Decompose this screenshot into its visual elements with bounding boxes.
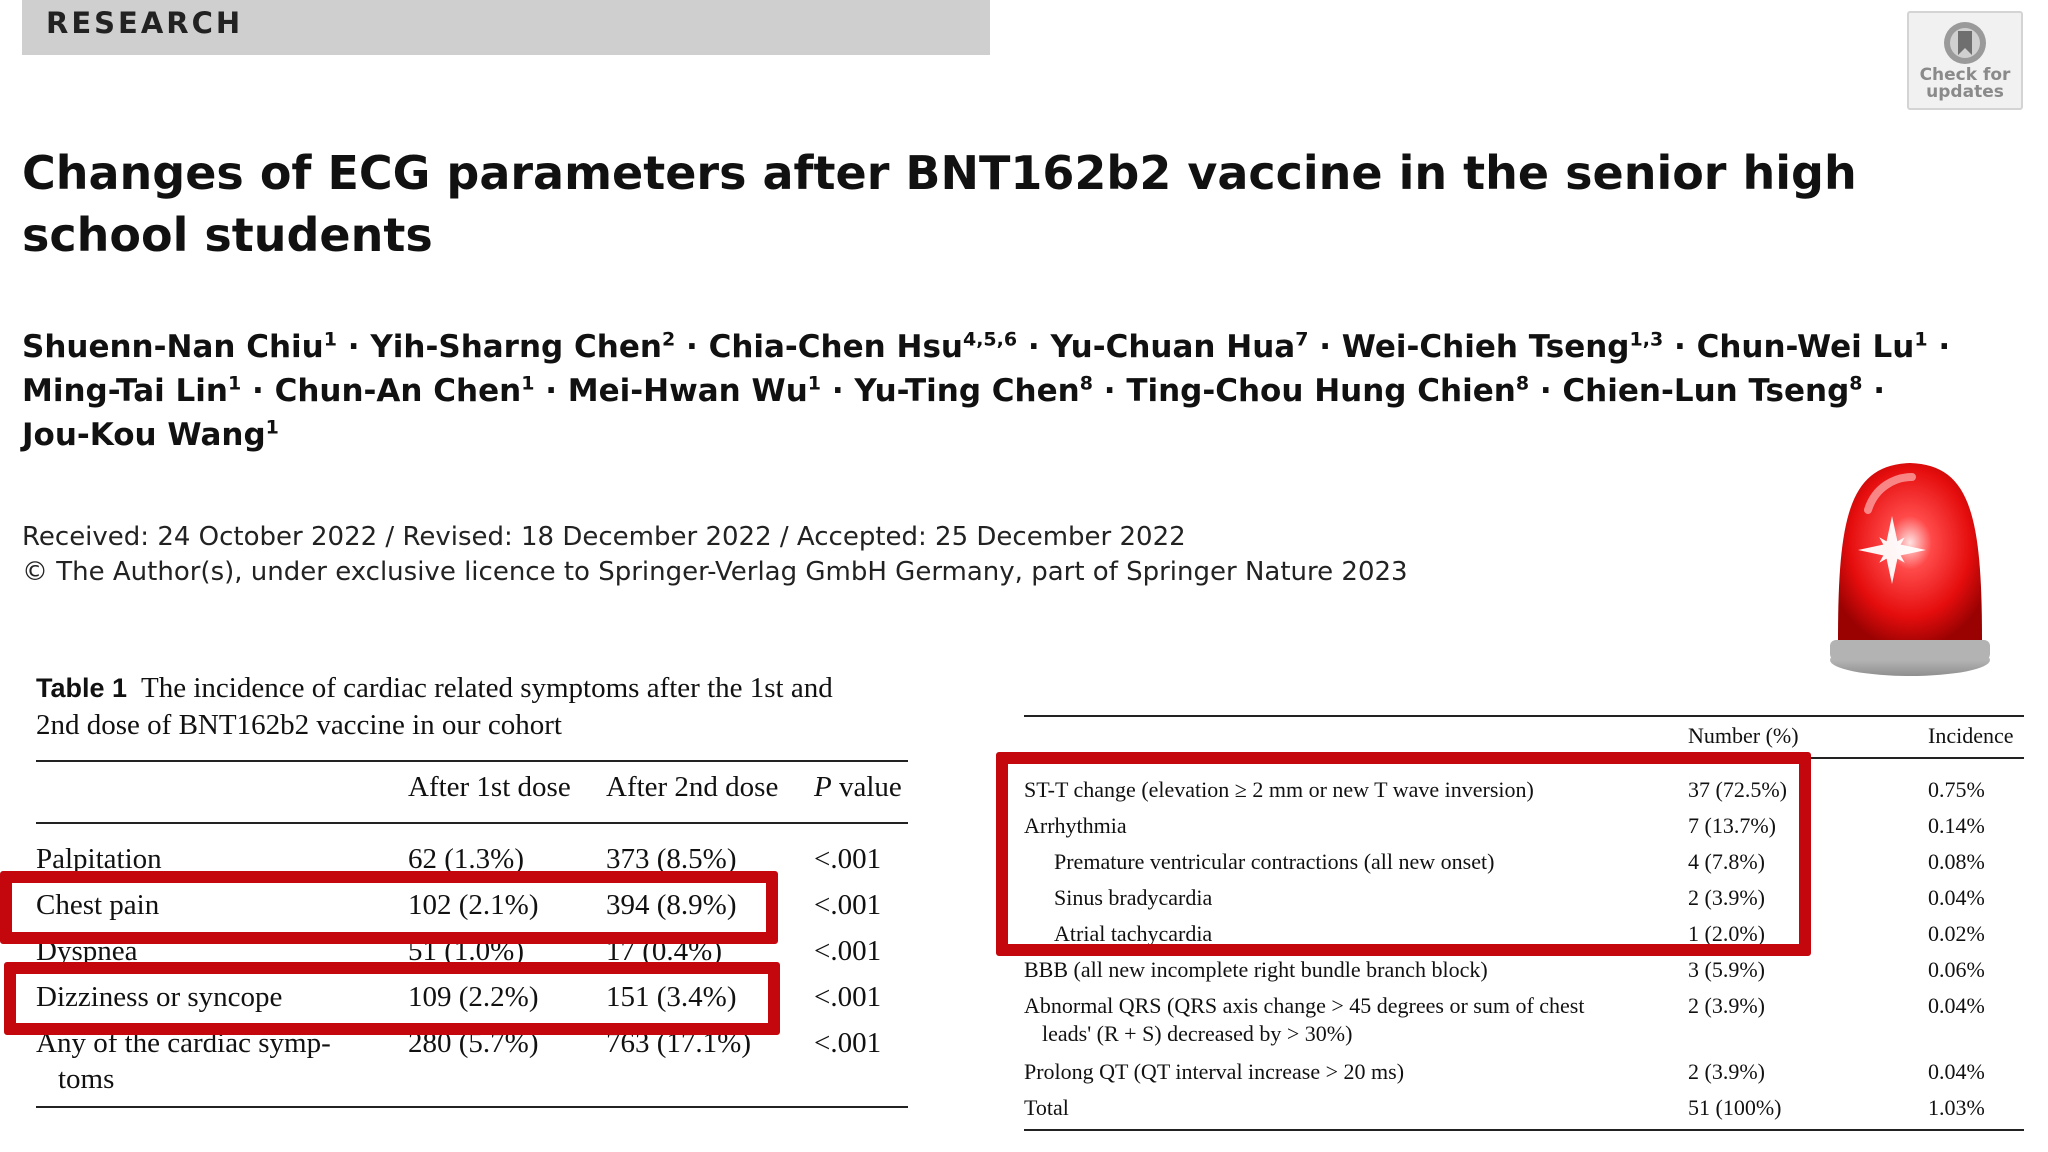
- table1-caption-line1: The incidence of cardiac related symptoms after the 1st and: [141, 672, 833, 704]
- bookmark-circle-icon: [1941, 19, 1989, 67]
- row-label: Total: [1024, 1095, 1069, 1120]
- cell-number: 37 (72.5%): [1688, 777, 1787, 802]
- author-list: Shuenn-Nan Chiu$^1$ · Yih-Sharng Chen$^2$ · Chia-Chen Hsu$^{4,5,6}$ · Yu-Chuan Hua$^7$ · Wei-Chieh Tseng$^{1,3}$ · Chun-Wei $Lu^1$ · Ming-Tai Lin$^1$ · Chun-An Chen$^1$ · Mei-Hwan $Wu^1$ · Yu-Ting Chen$^8$ · Ting-Chou Hung Chien$^8$ · Chien-Lun Tseng$^8$ · Jou-Kou Wang$^1$: [22, 328, 1951, 453]
- cell-pvalue: <.001: [814, 935, 882, 967]
- cell-incidence: 1.03%: [1928, 1095, 1985, 1120]
- cell-number: 2 (3.9%): [1688, 1059, 1765, 1084]
- row-label: Dyspnea: [36, 935, 138, 967]
- author: Wei-Chieh Tseng$^{1,3}$: [1341, 328, 1664, 365]
- cell-incidence: 0.14%: [1928, 813, 1985, 838]
- cell-dose1: 62 (1.3%): [408, 843, 524, 875]
- author: Jou-Kou Wang$^1$: [22, 416, 279, 453]
- section-label-bar: [22, 0, 990, 55]
- cell-incidence: 0.06%: [1928, 957, 1985, 982]
- col-header-incidence: Incidence: [1928, 723, 2014, 748]
- author: Ming-Tai Lin$^1$: [22, 372, 242, 409]
- row-label: Atrial tachycardia: [1054, 921, 1213, 946]
- row-label: Palpitation: [36, 843, 162, 875]
- cell-dose2: 373 (8.5%): [606, 843, 737, 875]
- row-label: Dizziness or syncope: [36, 981, 283, 1013]
- cell-incidence: 0.04%: [1928, 885, 1985, 910]
- author: Chun-Wei Lu$^1$: [1696, 328, 1928, 365]
- col-header-dose1: After 1st dose: [408, 771, 571, 803]
- cell-incidence: 0.75%: [1928, 777, 1985, 802]
- section-label: RESEARCH: [46, 6, 244, 40]
- row-label: Arrhythmia: [1024, 813, 1127, 838]
- row-label-cont: leads' (R + S) decreased by > 30%): [1042, 1021, 1353, 1046]
- cell-number: 2 (3.9%): [1688, 993, 1765, 1018]
- table1-label: Table 1: [36, 673, 128, 703]
- row-label: Any of the cardiac symp-: [36, 1027, 331, 1059]
- row-label: Abnormal QRS (QRS axis change > 45 degrees or sum of chest: [1024, 993, 1585, 1018]
- row-label: Chest pain: [36, 889, 160, 921]
- title-line-2: school students: [22, 208, 433, 262]
- highlight-box-ecg-changes: [996, 752, 1811, 956]
- table-rule-top: [1024, 715, 2024, 717]
- author: Shuenn-Nan Chiu$^1$: [22, 328, 337, 365]
- cell-incidence: 0.08%: [1928, 849, 1985, 874]
- cell-number: 7 (13.7%): [1688, 813, 1776, 838]
- cell-incidence: 0.04%: [1928, 1059, 1985, 1084]
- cell-number: 1 (2.0%): [1688, 921, 1765, 946]
- row-label: Sinus bradycardia: [1054, 885, 1213, 910]
- cell-dose2: 151 (3.4%): [606, 981, 737, 1013]
- author: Yu-Ting Chen$^8$: [854, 372, 1093, 409]
- cell-number: 3 (5.9%): [1688, 957, 1765, 982]
- table-rule-header: [36, 822, 908, 824]
- cell-dose1: 280 (5.7%): [408, 1027, 539, 1059]
- cell-pvalue: <.001: [814, 889, 882, 921]
- copyright-line: © The Author(s), under exclusive licence to Springer-Verlag GmbH Germany, part of Springer Nature 2023: [22, 557, 1408, 587]
- row-label: Prolong QT (QT interval increase > 20 ms): [1024, 1059, 1405, 1084]
- check-for-updates-badge[interactable]: [1907, 11, 2023, 110]
- cell-number: 51 (100%): [1688, 1095, 1782, 1120]
- author: Ting-Chou Hung Chien$^8$: [1126, 372, 1530, 409]
- article-title: [22, 142, 1902, 266]
- author: Chia-Chen Hsu$^{4,5,6}$: [708, 328, 1018, 365]
- author: Chien-Lun Tseng$^8$: [1562, 372, 1863, 409]
- cell-number: 4 (7.8%): [1688, 849, 1765, 874]
- table-rule-bottom: [1024, 1129, 2024, 1131]
- table1-caption: [36, 670, 906, 744]
- row-label: BBB (all new incomplete right bundle branch block): [1024, 957, 1488, 982]
- author: Mei-Hwan Wu$^1$: [567, 372, 822, 409]
- table1-caption-line2: 2nd dose of BNT162b2 vaccine in our cohort: [36, 709, 562, 741]
- check-updates-line1: Check for: [1919, 65, 2011, 85]
- author: Yih-Sharng Chen$^2$: [370, 328, 676, 365]
- cell-dose2: 17 (0.4%): [606, 935, 722, 967]
- col-header-dose2: After 2nd dose: [606, 771, 779, 803]
- publication-dates: [22, 520, 1822, 590]
- row-label: Premature ventricular contractions (all new onset): [1054, 849, 1495, 874]
- cell-incidence: 0.02%: [1928, 921, 1985, 946]
- cell-pvalue: <.001: [814, 981, 882, 1013]
- title-line-1: Changes of ECG parameters after BNT162b2 vaccine in the senior high: [22, 146, 1857, 200]
- table-rule-bottom: [36, 1106, 908, 1108]
- cell-pvalue: <.001: [814, 843, 882, 875]
- cell-number: 2 (3.9%): [1688, 885, 1765, 910]
- cell-pvalue: <.001: [814, 1027, 882, 1059]
- cell-incidence: 0.04%: [1928, 993, 1985, 1018]
- cell-dose2: 394 (8.9%): [606, 889, 737, 921]
- row-label: ST-T change (elevation ≥ 2 mm or new T wave inversion): [1024, 777, 1534, 802]
- cell-dose1: 102 (2.1%): [408, 889, 539, 921]
- author: Yu-Chuan Hua$^7$: [1050, 328, 1309, 365]
- table-rule-top: [36, 760, 908, 762]
- col-header-number: Number (%): [1688, 723, 1799, 748]
- siren-icon: [1820, 455, 2000, 680]
- received-line: Received: 24 October 2022 / Revised: 18 December 2022 / Accepted: 25 December 2022: [22, 522, 1186, 552]
- highlight-box-chest-pain: [0, 871, 778, 944]
- highlight-box-dizziness: [4, 962, 780, 1035]
- cell-dose1: 109 (2.2%): [408, 981, 539, 1013]
- cell-dose2: 763 (17.1%): [606, 1027, 751, 1059]
- check-updates-line2: updates: [1926, 82, 2004, 102]
- cell-dose1: 51 (1.0%): [408, 935, 524, 967]
- row-label-cont: toms: [58, 1063, 115, 1095]
- author: Chun-An Chen$^1$: [274, 372, 535, 409]
- col-header-pvalue: P value: [814, 771, 902, 803]
